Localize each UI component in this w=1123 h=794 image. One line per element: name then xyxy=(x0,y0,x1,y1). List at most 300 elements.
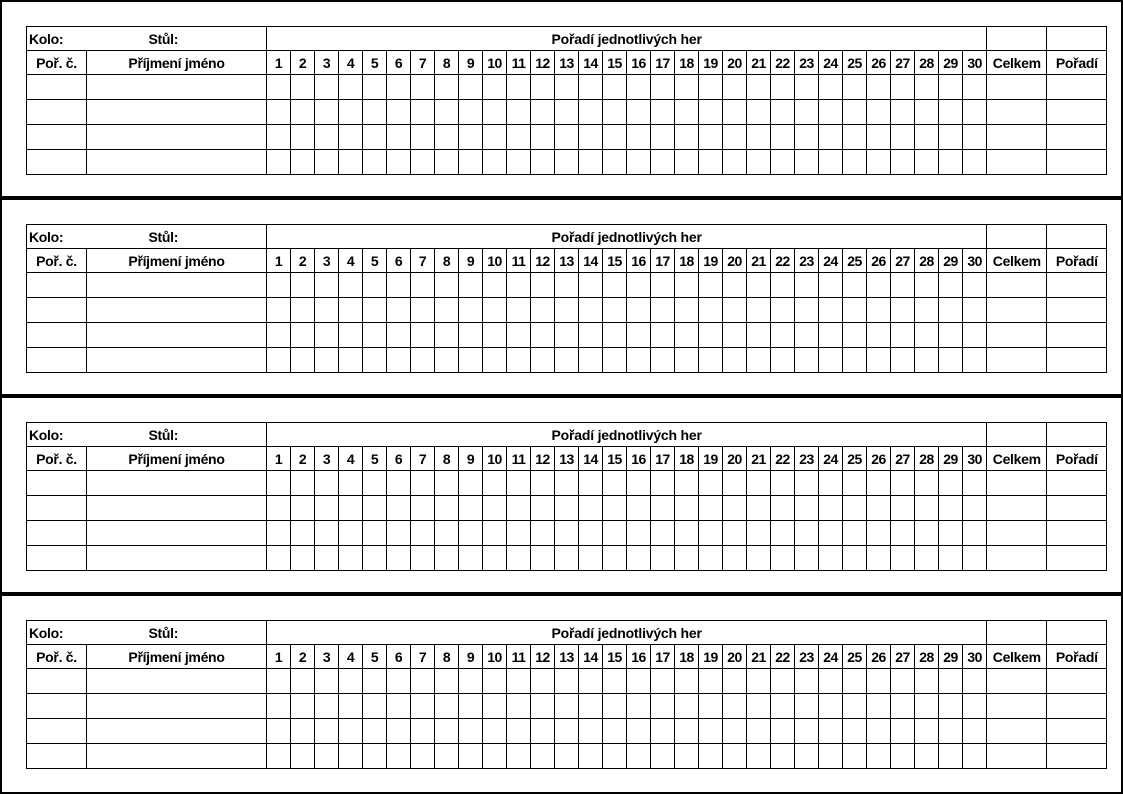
game-score-cell[interactable] xyxy=(843,150,867,175)
game-score-cell[interactable] xyxy=(339,669,363,694)
game-score-cell[interactable] xyxy=(939,100,963,125)
game-score-cell[interactable] xyxy=(459,496,483,521)
game-score-cell[interactable] xyxy=(723,323,747,348)
game-score-cell[interactable] xyxy=(555,546,579,571)
game-score-cell[interactable] xyxy=(363,496,387,521)
game-score-cell[interactable] xyxy=(651,323,675,348)
game-score-cell[interactable] xyxy=(363,471,387,496)
game-score-cell[interactable] xyxy=(699,694,723,719)
game-score-cell[interactable] xyxy=(627,744,651,769)
game-score-cell[interactable] xyxy=(771,75,795,100)
game-score-cell[interactable] xyxy=(411,150,435,175)
game-score-cell[interactable] xyxy=(819,496,843,521)
game-score-cell[interactable] xyxy=(531,521,555,546)
name-cell[interactable] xyxy=(87,273,267,298)
game-score-cell[interactable] xyxy=(387,75,411,100)
game-score-cell[interactable] xyxy=(819,150,843,175)
game-score-cell[interactable] xyxy=(699,669,723,694)
game-score-cell[interactable] xyxy=(339,471,363,496)
game-score-cell[interactable] xyxy=(579,669,603,694)
game-score-cell[interactable] xyxy=(579,100,603,125)
game-score-cell[interactable] xyxy=(483,75,507,100)
game-score-cell[interactable] xyxy=(699,273,723,298)
game-score-cell[interactable] xyxy=(387,348,411,373)
game-score-cell[interactable] xyxy=(843,471,867,496)
game-score-cell[interactable] xyxy=(747,669,771,694)
game-score-cell[interactable] xyxy=(891,125,915,150)
game-score-cell[interactable] xyxy=(291,744,315,769)
game-score-cell[interactable] xyxy=(459,521,483,546)
game-score-cell[interactable] xyxy=(939,323,963,348)
game-score-cell[interactable] xyxy=(939,744,963,769)
game-score-cell[interactable] xyxy=(267,125,291,150)
game-score-cell[interactable] xyxy=(723,75,747,100)
game-score-cell[interactable] xyxy=(795,125,819,150)
game-score-cell[interactable] xyxy=(555,125,579,150)
game-score-cell[interactable] xyxy=(771,669,795,694)
game-score-cell[interactable] xyxy=(843,744,867,769)
game-score-cell[interactable] xyxy=(867,744,891,769)
game-score-cell[interactable] xyxy=(651,75,675,100)
name-cell[interactable] xyxy=(87,100,267,125)
game-score-cell[interactable] xyxy=(363,694,387,719)
game-score-cell[interactable] xyxy=(675,669,699,694)
game-score-cell[interactable] xyxy=(603,100,627,125)
game-score-cell[interactable] xyxy=(603,719,627,744)
game-score-cell[interactable] xyxy=(507,348,531,373)
name-cell[interactable] xyxy=(87,496,267,521)
game-score-cell[interactable] xyxy=(531,471,555,496)
game-score-cell[interactable] xyxy=(291,75,315,100)
game-score-cell[interactable] xyxy=(939,471,963,496)
game-score-cell[interactable] xyxy=(531,546,555,571)
game-score-cell[interactable] xyxy=(915,471,939,496)
game-score-cell[interactable] xyxy=(603,471,627,496)
game-score-cell[interactable] xyxy=(651,744,675,769)
game-score-cell[interactable] xyxy=(387,100,411,125)
game-score-cell[interactable] xyxy=(339,496,363,521)
game-score-cell[interactable] xyxy=(819,546,843,571)
game-score-cell[interactable] xyxy=(747,323,771,348)
game-score-cell[interactable] xyxy=(771,298,795,323)
rank-no-cell[interactable] xyxy=(27,744,87,769)
rank-no-cell[interactable] xyxy=(27,669,87,694)
game-score-cell[interactable] xyxy=(867,100,891,125)
game-score-cell[interactable] xyxy=(387,694,411,719)
game-score-cell[interactable] xyxy=(315,348,339,373)
game-score-cell[interactable] xyxy=(603,348,627,373)
game-score-cell[interactable] xyxy=(531,298,555,323)
game-score-cell[interactable] xyxy=(891,719,915,744)
game-score-cell[interactable] xyxy=(651,150,675,175)
game-score-cell[interactable] xyxy=(627,323,651,348)
game-score-cell[interactable] xyxy=(675,719,699,744)
rank-no-cell[interactable] xyxy=(27,348,87,373)
name-cell[interactable] xyxy=(87,75,267,100)
game-score-cell[interactable] xyxy=(531,125,555,150)
game-score-cell[interactable] xyxy=(723,471,747,496)
game-score-cell[interactable] xyxy=(651,125,675,150)
total-cell[interactable] xyxy=(987,298,1047,323)
game-score-cell[interactable] xyxy=(363,150,387,175)
game-score-cell[interactable] xyxy=(867,546,891,571)
game-score-cell[interactable] xyxy=(411,100,435,125)
game-score-cell[interactable] xyxy=(315,719,339,744)
game-score-cell[interactable] xyxy=(315,150,339,175)
game-score-cell[interactable] xyxy=(915,694,939,719)
game-score-cell[interactable] xyxy=(915,323,939,348)
game-score-cell[interactable] xyxy=(267,273,291,298)
game-score-cell[interactable] xyxy=(267,323,291,348)
game-score-cell[interactable] xyxy=(747,75,771,100)
game-score-cell[interactable] xyxy=(315,323,339,348)
game-score-cell[interactable] xyxy=(771,744,795,769)
game-score-cell[interactable] xyxy=(939,75,963,100)
game-score-cell[interactable] xyxy=(435,298,459,323)
rank-no-cell[interactable] xyxy=(27,100,87,125)
game-score-cell[interactable] xyxy=(363,125,387,150)
game-score-cell[interactable] xyxy=(411,125,435,150)
game-score-cell[interactable] xyxy=(819,471,843,496)
total-cell[interactable] xyxy=(987,471,1047,496)
game-score-cell[interactable] xyxy=(651,471,675,496)
game-score-cell[interactable] xyxy=(579,471,603,496)
game-score-cell[interactable] xyxy=(483,273,507,298)
rank-no-cell[interactable] xyxy=(27,125,87,150)
placing-cell[interactable] xyxy=(1047,719,1107,744)
game-score-cell[interactable] xyxy=(603,150,627,175)
game-score-cell[interactable] xyxy=(843,75,867,100)
game-score-cell[interactable] xyxy=(339,273,363,298)
game-score-cell[interactable] xyxy=(435,100,459,125)
game-score-cell[interactable] xyxy=(579,150,603,175)
game-score-cell[interactable] xyxy=(579,348,603,373)
game-score-cell[interactable] xyxy=(363,546,387,571)
game-score-cell[interactable] xyxy=(483,150,507,175)
game-score-cell[interactable] xyxy=(915,719,939,744)
game-score-cell[interactable] xyxy=(843,669,867,694)
game-score-cell[interactable] xyxy=(723,521,747,546)
game-score-cell[interactable] xyxy=(939,694,963,719)
game-score-cell[interactable] xyxy=(459,348,483,373)
game-score-cell[interactable] xyxy=(843,496,867,521)
game-score-cell[interactable] xyxy=(675,694,699,719)
total-cell[interactable] xyxy=(987,75,1047,100)
game-score-cell[interactable] xyxy=(675,471,699,496)
game-score-cell[interactable] xyxy=(747,744,771,769)
game-score-cell[interactable] xyxy=(771,150,795,175)
game-score-cell[interactable] xyxy=(315,75,339,100)
game-score-cell[interactable] xyxy=(507,471,531,496)
game-score-cell[interactable] xyxy=(411,298,435,323)
total-cell[interactable] xyxy=(987,496,1047,521)
game-score-cell[interactable] xyxy=(963,546,987,571)
game-score-cell[interactable] xyxy=(675,521,699,546)
game-score-cell[interactable] xyxy=(603,125,627,150)
game-score-cell[interactable] xyxy=(507,323,531,348)
game-score-cell[interactable] xyxy=(507,273,531,298)
game-score-cell[interactable] xyxy=(411,669,435,694)
game-score-cell[interactable] xyxy=(435,150,459,175)
game-score-cell[interactable] xyxy=(315,694,339,719)
game-score-cell[interactable] xyxy=(867,273,891,298)
game-score-cell[interactable] xyxy=(675,348,699,373)
game-score-cell[interactable] xyxy=(291,719,315,744)
game-score-cell[interactable] xyxy=(891,273,915,298)
game-score-cell[interactable] xyxy=(963,273,987,298)
game-score-cell[interactable] xyxy=(555,471,579,496)
game-score-cell[interactable] xyxy=(459,150,483,175)
game-score-cell[interactable] xyxy=(459,323,483,348)
game-score-cell[interactable] xyxy=(315,496,339,521)
game-score-cell[interactable] xyxy=(291,348,315,373)
game-score-cell[interactable] xyxy=(507,546,531,571)
game-score-cell[interactable] xyxy=(651,694,675,719)
game-score-cell[interactable] xyxy=(627,298,651,323)
game-score-cell[interactable] xyxy=(795,669,819,694)
game-score-cell[interactable] xyxy=(747,471,771,496)
game-score-cell[interactable] xyxy=(723,348,747,373)
game-score-cell[interactable] xyxy=(555,75,579,100)
name-cell[interactable] xyxy=(87,669,267,694)
game-score-cell[interactable] xyxy=(675,744,699,769)
game-score-cell[interactable] xyxy=(915,150,939,175)
game-score-cell[interactable] xyxy=(555,298,579,323)
game-score-cell[interactable] xyxy=(363,521,387,546)
placing-cell[interactable] xyxy=(1047,521,1107,546)
game-score-cell[interactable] xyxy=(891,669,915,694)
game-score-cell[interactable] xyxy=(363,719,387,744)
game-score-cell[interactable] xyxy=(699,100,723,125)
game-score-cell[interactable] xyxy=(483,125,507,150)
game-score-cell[interactable] xyxy=(699,125,723,150)
game-score-cell[interactable] xyxy=(723,496,747,521)
game-score-cell[interactable] xyxy=(747,719,771,744)
game-score-cell[interactable] xyxy=(411,323,435,348)
game-score-cell[interactable] xyxy=(699,496,723,521)
game-score-cell[interactable] xyxy=(315,273,339,298)
game-score-cell[interactable] xyxy=(915,669,939,694)
game-score-cell[interactable] xyxy=(531,719,555,744)
game-score-cell[interactable] xyxy=(795,496,819,521)
total-cell[interactable] xyxy=(987,100,1047,125)
total-cell[interactable] xyxy=(987,744,1047,769)
game-score-cell[interactable] xyxy=(843,323,867,348)
game-score-cell[interactable] xyxy=(963,521,987,546)
game-score-cell[interactable] xyxy=(795,694,819,719)
game-score-cell[interactable] xyxy=(819,100,843,125)
game-score-cell[interactable] xyxy=(387,150,411,175)
game-score-cell[interactable] xyxy=(795,521,819,546)
game-score-cell[interactable] xyxy=(891,496,915,521)
game-score-cell[interactable] xyxy=(699,719,723,744)
game-score-cell[interactable] xyxy=(483,546,507,571)
game-score-cell[interactable] xyxy=(339,348,363,373)
game-score-cell[interactable] xyxy=(507,298,531,323)
game-score-cell[interactable] xyxy=(795,546,819,571)
game-score-cell[interactable] xyxy=(723,298,747,323)
game-score-cell[interactable] xyxy=(339,298,363,323)
game-score-cell[interactable] xyxy=(867,496,891,521)
game-score-cell[interactable] xyxy=(459,273,483,298)
game-score-cell[interactable] xyxy=(267,348,291,373)
game-score-cell[interactable] xyxy=(867,323,891,348)
game-score-cell[interactable] xyxy=(699,471,723,496)
game-score-cell[interactable] xyxy=(315,100,339,125)
game-score-cell[interactable] xyxy=(819,273,843,298)
game-score-cell[interactable] xyxy=(819,125,843,150)
game-score-cell[interactable] xyxy=(267,496,291,521)
game-score-cell[interactable] xyxy=(867,75,891,100)
game-score-cell[interactable] xyxy=(723,273,747,298)
game-score-cell[interactable] xyxy=(507,75,531,100)
game-score-cell[interactable] xyxy=(315,298,339,323)
game-score-cell[interactable] xyxy=(411,744,435,769)
game-score-cell[interactable] xyxy=(411,546,435,571)
name-cell[interactable] xyxy=(87,744,267,769)
game-score-cell[interactable] xyxy=(291,471,315,496)
game-score-cell[interactable] xyxy=(627,521,651,546)
game-score-cell[interactable] xyxy=(915,273,939,298)
game-score-cell[interactable] xyxy=(315,125,339,150)
game-score-cell[interactable] xyxy=(819,719,843,744)
game-score-cell[interactable] xyxy=(531,323,555,348)
name-cell[interactable] xyxy=(87,719,267,744)
game-score-cell[interactable] xyxy=(675,298,699,323)
game-score-cell[interactable] xyxy=(483,694,507,719)
game-score-cell[interactable] xyxy=(459,546,483,571)
game-score-cell[interactable] xyxy=(891,694,915,719)
game-score-cell[interactable] xyxy=(411,496,435,521)
game-score-cell[interactable] xyxy=(267,521,291,546)
game-score-cell[interactable] xyxy=(747,546,771,571)
game-score-cell[interactable] xyxy=(627,496,651,521)
game-score-cell[interactable] xyxy=(507,496,531,521)
game-score-cell[interactable] xyxy=(795,744,819,769)
game-score-cell[interactable] xyxy=(651,100,675,125)
game-score-cell[interactable] xyxy=(579,323,603,348)
game-score-cell[interactable] xyxy=(555,273,579,298)
game-score-cell[interactable] xyxy=(603,694,627,719)
game-score-cell[interactable] xyxy=(555,669,579,694)
game-score-cell[interactable] xyxy=(483,744,507,769)
placing-cell[interactable] xyxy=(1047,496,1107,521)
game-score-cell[interactable] xyxy=(435,669,459,694)
game-score-cell[interactable] xyxy=(339,323,363,348)
game-score-cell[interactable] xyxy=(579,496,603,521)
game-score-cell[interactable] xyxy=(723,694,747,719)
game-score-cell[interactable] xyxy=(627,75,651,100)
game-score-cell[interactable] xyxy=(531,150,555,175)
game-score-cell[interactable] xyxy=(867,719,891,744)
game-score-cell[interactable] xyxy=(963,298,987,323)
game-score-cell[interactable] xyxy=(387,323,411,348)
game-score-cell[interactable] xyxy=(771,546,795,571)
game-score-cell[interactable] xyxy=(507,521,531,546)
game-score-cell[interactable] xyxy=(771,348,795,373)
game-score-cell[interactable] xyxy=(795,471,819,496)
game-score-cell[interactable] xyxy=(699,521,723,546)
game-score-cell[interactable] xyxy=(435,348,459,373)
game-score-cell[interactable] xyxy=(291,273,315,298)
game-score-cell[interactable] xyxy=(315,521,339,546)
game-score-cell[interactable] xyxy=(819,348,843,373)
game-score-cell[interactable] xyxy=(267,744,291,769)
name-cell[interactable] xyxy=(87,471,267,496)
game-score-cell[interactable] xyxy=(891,744,915,769)
game-score-cell[interactable] xyxy=(627,348,651,373)
game-score-cell[interactable] xyxy=(867,521,891,546)
game-score-cell[interactable] xyxy=(267,719,291,744)
game-score-cell[interactable] xyxy=(795,719,819,744)
game-score-cell[interactable] xyxy=(267,298,291,323)
game-score-cell[interactable] xyxy=(627,546,651,571)
game-score-cell[interactable] xyxy=(387,298,411,323)
game-score-cell[interactable] xyxy=(579,719,603,744)
game-score-cell[interactable] xyxy=(843,694,867,719)
game-score-cell[interactable] xyxy=(315,744,339,769)
game-score-cell[interactable] xyxy=(747,125,771,150)
game-score-cell[interactable] xyxy=(387,669,411,694)
game-score-cell[interactable] xyxy=(267,150,291,175)
game-score-cell[interactable] xyxy=(411,471,435,496)
game-score-cell[interactable] xyxy=(339,150,363,175)
game-score-cell[interactable] xyxy=(963,744,987,769)
game-score-cell[interactable] xyxy=(675,100,699,125)
game-score-cell[interactable] xyxy=(363,298,387,323)
game-score-cell[interactable] xyxy=(507,125,531,150)
game-score-cell[interactable] xyxy=(771,323,795,348)
rank-no-cell[interactable] xyxy=(27,521,87,546)
game-score-cell[interactable] xyxy=(435,75,459,100)
game-score-cell[interactable] xyxy=(963,125,987,150)
placing-cell[interactable] xyxy=(1047,694,1107,719)
game-score-cell[interactable] xyxy=(339,719,363,744)
game-score-cell[interactable] xyxy=(483,719,507,744)
game-score-cell[interactable] xyxy=(891,471,915,496)
game-score-cell[interactable] xyxy=(891,75,915,100)
game-score-cell[interactable] xyxy=(603,273,627,298)
game-score-cell[interactable] xyxy=(891,546,915,571)
game-score-cell[interactable] xyxy=(531,273,555,298)
game-score-cell[interactable] xyxy=(387,521,411,546)
placing-cell[interactable] xyxy=(1047,150,1107,175)
total-cell[interactable] xyxy=(987,323,1047,348)
game-score-cell[interactable] xyxy=(483,348,507,373)
game-score-cell[interactable] xyxy=(387,744,411,769)
game-score-cell[interactable] xyxy=(963,100,987,125)
game-score-cell[interactable] xyxy=(675,323,699,348)
game-score-cell[interactable] xyxy=(843,125,867,150)
game-score-cell[interactable] xyxy=(795,150,819,175)
game-score-cell[interactable] xyxy=(555,323,579,348)
game-score-cell[interactable] xyxy=(651,273,675,298)
game-score-cell[interactable] xyxy=(915,100,939,125)
game-score-cell[interactable] xyxy=(579,694,603,719)
game-score-cell[interactable] xyxy=(459,471,483,496)
game-score-cell[interactable] xyxy=(699,150,723,175)
placing-cell[interactable] xyxy=(1047,744,1107,769)
game-score-cell[interactable] xyxy=(939,150,963,175)
game-score-cell[interactable] xyxy=(915,496,939,521)
game-score-cell[interactable] xyxy=(699,298,723,323)
placing-cell[interactable] xyxy=(1047,669,1107,694)
game-score-cell[interactable] xyxy=(459,669,483,694)
game-score-cell[interactable] xyxy=(459,719,483,744)
game-score-cell[interactable] xyxy=(819,298,843,323)
game-score-cell[interactable] xyxy=(939,719,963,744)
game-score-cell[interactable] xyxy=(483,471,507,496)
